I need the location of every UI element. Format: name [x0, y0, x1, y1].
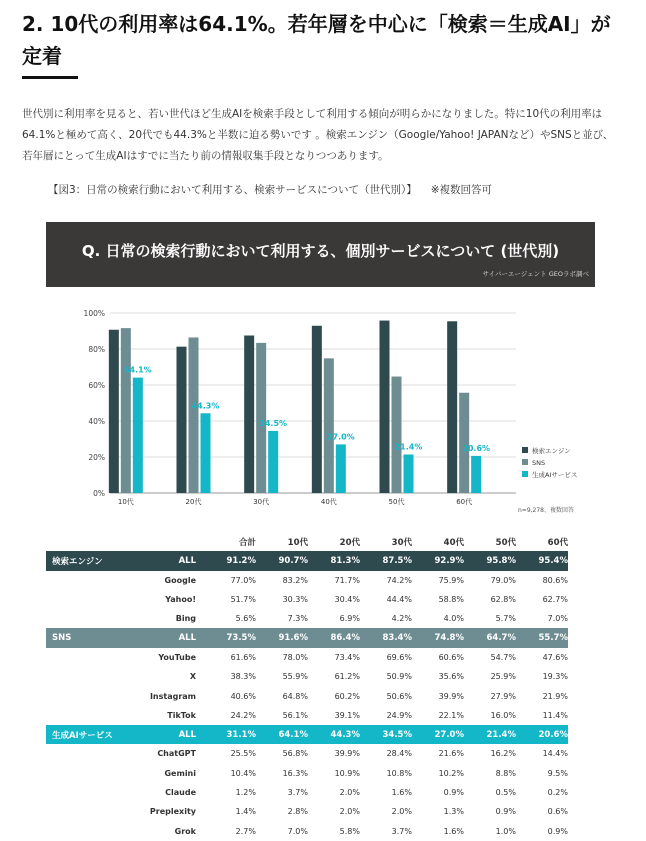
- x-tick-label: 60代: [456, 498, 473, 506]
- table-cell: 19.3%: [542, 672, 568, 682]
- table-cell: 24.9%: [386, 710, 412, 720]
- table-cell: 91.6%: [278, 633, 308, 644]
- y-tick-label: 80%: [88, 345, 105, 354]
- bar-1: [244, 336, 254, 494]
- table-cell: 1.2%: [235, 788, 256, 797]
- group-all-label: ALL: [178, 633, 196, 644]
- table-cell: 38.3%: [230, 672, 256, 682]
- figure-note: ※複数回答可: [430, 184, 493, 196]
- table-cell: 83.4%: [382, 633, 412, 644]
- x-tick-label: 30代: [253, 498, 270, 506]
- table-cell: 55.7%: [538, 633, 568, 644]
- table-cell: 6.9%: [339, 614, 360, 624]
- row-label: Claude: [165, 788, 196, 797]
- bar-3: [268, 431, 278, 493]
- table-cell: 0.5%: [495, 788, 516, 797]
- y-tick-label: 40%: [88, 417, 105, 426]
- table-cell: 74.2%: [386, 575, 412, 585]
- table-row: [88, 821, 568, 840]
- x-tick-label: 40代: [320, 498, 337, 506]
- table-cell: 44.3%: [330, 729, 360, 740]
- figure-caption: 【図3：日常の検索行動において利用する、検索サービスについて（世代別）】: [48, 184, 417, 196]
- table-cell: 61.2%: [334, 672, 360, 682]
- table-cell: 2.7%: [235, 826, 256, 836]
- table-header-row: [88, 532, 568, 551]
- table-cell: 1.6%: [391, 788, 412, 797]
- table-cell: 58.8%: [438, 595, 464, 605]
- row-label: X: [189, 672, 196, 682]
- table-cell: 77.0%: [230, 575, 256, 585]
- table-row: [88, 744, 568, 763]
- table-cell: 1.0%: [495, 826, 516, 836]
- column-header: 30代: [391, 537, 412, 548]
- banner-credit: サイバーエージェント GEOラボ調べ: [482, 270, 589, 278]
- table-cell: 21.4%: [486, 729, 516, 740]
- table-cell: 11.4%: [542, 710, 568, 720]
- table-cell: 5.7%: [495, 614, 516, 624]
- table-cell: 4.2%: [391, 614, 412, 624]
- row-label: Gemini: [164, 768, 196, 778]
- table-row: [88, 571, 568, 590]
- table-cell: 0.9%: [547, 826, 568, 836]
- table-cell: 2.0%: [391, 807, 412, 817]
- table-cell: 50.6%: [386, 691, 412, 701]
- table-cell: 0.9%: [443, 788, 464, 797]
- legend-label: 生成AIサービス: [532, 471, 578, 479]
- bar-data-label: 34.5%: [259, 418, 288, 428]
- table-cell: 16.0%: [490, 710, 516, 720]
- row-label: Google: [164, 575, 196, 585]
- table-cell: 44.4%: [386, 595, 412, 605]
- bar-1: [177, 347, 187, 493]
- table-cell: 1.3%: [443, 807, 464, 817]
- table-cell: 30.3%: [282, 595, 308, 605]
- heading-underline: [22, 76, 78, 79]
- table-row: [88, 764, 568, 783]
- bar-2: [459, 393, 469, 493]
- bar-3: [133, 378, 143, 493]
- row-label: Preplexity: [149, 807, 196, 817]
- bar-data-label: 64.1%: [123, 365, 152, 375]
- table-cell: 27.0%: [434, 729, 464, 740]
- table-cell: 0.9%: [495, 807, 516, 817]
- row-label: Bing: [175, 614, 196, 624]
- column-header: 20代: [339, 537, 360, 548]
- group-row: [46, 628, 568, 647]
- column-header: 10代: [287, 537, 308, 548]
- table-cell: 30.4%: [334, 595, 360, 605]
- article-heading: 2. 10代の利用率は64.1%。若年層を中心に「検索＝生成AI」が定着: [22, 12, 611, 68]
- table-cell: 50.9%: [386, 672, 412, 682]
- table-cell: 62.7%: [542, 595, 568, 605]
- table-cell: 21.6%: [438, 749, 464, 759]
- bar-2: [121, 328, 131, 493]
- table-cell: 31.1%: [226, 729, 256, 740]
- table-cell: 69.6%: [386, 652, 412, 662]
- bar-data-label: 44.3%: [191, 401, 220, 411]
- table-cell: 61.6%: [230, 652, 256, 662]
- table-cell: 1.4%: [235, 807, 256, 817]
- table-cell: 5.8%: [339, 826, 360, 836]
- y-tick-label: 60%: [88, 381, 105, 390]
- table-cell: 60.6%: [438, 652, 464, 662]
- table-cell: 62.8%: [490, 595, 516, 605]
- legend-label: SNS: [532, 459, 546, 467]
- bar-1: [447, 321, 457, 493]
- banner-title: Q. 日常の検索行動において利用する、個別サービスについて (世代別): [81, 242, 560, 260]
- table-cell: 47.6%: [542, 652, 568, 662]
- table-cell: 0.6%: [547, 807, 568, 817]
- table-cell: 91.2%: [226, 555, 256, 566]
- bar-data-label: 21.4%: [394, 442, 423, 452]
- table-cell: 54.7%: [490, 652, 516, 662]
- y-tick-label: 20%: [88, 453, 105, 462]
- table-row: [88, 590, 568, 609]
- table-cell: 4.0%: [443, 614, 464, 624]
- table-cell: 7.0%: [547, 614, 568, 624]
- table-cell: 40.6%: [230, 691, 256, 701]
- article-paragraph: 世代別に利用率を見ると、若い世代ほど生成AIを検索手段として利用する傾向が明らかになりました。特に10代の利用率は64.1%と極めて高く、20代でも44.3%と半数に迫る勢いです 。検索エンジン（Google/Yahoo! JAPANなど）やSNSと並び、若年層にとって生成AIはすでに当たり前の情報収集手段となりつつあります。: [22, 108, 614, 162]
- table-cell: 14.4%: [542, 749, 568, 759]
- group-all-label: ALL: [178, 729, 196, 740]
- table-cell: 64.1%: [278, 729, 308, 740]
- bar-data-label: 20.6%: [462, 443, 491, 453]
- table-cell: 22.1%: [438, 710, 464, 720]
- table-row: [88, 802, 568, 821]
- table-row: [88, 648, 568, 667]
- table-cell: 2.0%: [339, 807, 360, 817]
- table-cell: 95.4%: [538, 555, 568, 566]
- table-cell: 25.5%: [230, 749, 256, 759]
- bar-2: [189, 337, 199, 493]
- table-cell: 39.9%: [438, 691, 464, 701]
- bar-1: [380, 321, 390, 493]
- table-cell: 7.3%: [287, 614, 308, 624]
- table-cell: 10.2%: [438, 768, 464, 778]
- table-cell: 3.7%: [391, 826, 412, 836]
- legend-swatch: [522, 471, 528, 477]
- table-cell: 8.8%: [495, 768, 516, 778]
- x-tick-label: 20代: [185, 498, 202, 506]
- group-row: [46, 551, 568, 570]
- bar-2: [324, 358, 334, 493]
- table-row: [88, 667, 568, 686]
- group-row: [46, 725, 568, 744]
- table-cell: 95.8%: [486, 555, 516, 566]
- bar-2: [392, 377, 402, 493]
- table-cell: 1.6%: [443, 826, 464, 836]
- table-cell: 64.8%: [282, 691, 308, 701]
- y-tick-label: 100%: [83, 309, 105, 318]
- legend-swatch: [522, 447, 528, 453]
- table-cell: 79.0%: [490, 575, 516, 585]
- table-cell: 20.6%: [538, 729, 568, 740]
- table-cell: 39.1%: [334, 710, 360, 720]
- bar-1: [312, 326, 322, 493]
- table-cell: 71.7%: [334, 575, 360, 585]
- figure-caption-line: [48, 182, 492, 197]
- table-cell: 83.2%: [282, 575, 308, 585]
- legend-swatch: [522, 459, 528, 465]
- group-name: 生成AIサービス: [52, 730, 113, 741]
- table-cell: 60.2%: [334, 691, 360, 701]
- table-cell: 34.5%: [382, 729, 412, 740]
- y-tick-label: 0%: [93, 489, 105, 498]
- bar-3: [404, 454, 414, 493]
- table-cell: 3.7%: [287, 788, 308, 797]
- table-cell: 80.6%: [542, 575, 568, 585]
- column-header: 合計: [238, 537, 256, 548]
- table-cell: 73.5%: [226, 633, 256, 644]
- table-cell: 56.1%: [282, 710, 308, 720]
- table-cell: 2.0%: [339, 788, 360, 797]
- table-cell: 55.9%: [282, 672, 308, 682]
- table-cell: 9.5%: [547, 768, 568, 778]
- group-name: 検索エンジン: [52, 556, 103, 567]
- table-cell: 75.9%: [438, 575, 464, 585]
- group-all-label: ALL: [178, 555, 196, 566]
- row-label: Instagram: [149, 691, 196, 701]
- table-cell: 35.6%: [438, 672, 464, 682]
- table-row: [88, 706, 568, 725]
- column-header: 50代: [495, 537, 516, 548]
- column-header: 40代: [443, 537, 464, 548]
- row-label: TikTok: [167, 710, 196, 720]
- table-cell: 64.7%: [486, 633, 516, 644]
- table-cell: 5.6%: [235, 614, 256, 624]
- table-cell: 24.2%: [230, 710, 256, 720]
- group-name: SNS: [52, 633, 72, 644]
- table-row: [88, 686, 568, 705]
- table-cell: 28.4%: [386, 749, 412, 759]
- x-tick-label: 10代: [117, 498, 134, 506]
- table-cell: 73.4%: [334, 652, 360, 662]
- row-label: Yahoo!: [165, 595, 196, 605]
- table-cell: 27.9%: [490, 691, 516, 701]
- row-label: Grok: [174, 826, 196, 836]
- table-cell: 10.4%: [230, 768, 256, 778]
- legend-label: 検索エンジン: [532, 447, 571, 455]
- bar-data-label: 27.0%: [326, 432, 355, 442]
- table-cell: 10.9%: [334, 768, 360, 778]
- bar-1: [109, 330, 119, 493]
- table-cell: 74.8%: [434, 633, 464, 644]
- table-cell: 16.2%: [490, 749, 516, 759]
- bar-3: [336, 444, 346, 493]
- table-cell: 21.9%: [542, 691, 568, 701]
- row-label: YouTube: [158, 652, 196, 662]
- bar-chart: [46, 297, 595, 519]
- table-cell: 56.8%: [282, 749, 308, 759]
- bar-3: [201, 413, 211, 493]
- data-table: [52, 532, 568, 841]
- table-cell: 81.3%: [330, 555, 360, 566]
- row-label: ChatGPT: [157, 749, 196, 759]
- table-cell: 10.8%: [386, 768, 412, 778]
- table-cell: 39.9%: [334, 749, 360, 759]
- table-cell: 2.8%: [287, 807, 308, 817]
- table-cell: 78.0%: [282, 652, 308, 662]
- x-tick-label: 50代: [388, 498, 405, 506]
- table-cell: 51.7%: [230, 595, 256, 605]
- table-cell: 25.9%: [490, 672, 516, 682]
- table-cell: 90.7%: [278, 555, 308, 566]
- table-row: [88, 609, 568, 628]
- table-row: [88, 783, 568, 802]
- table-cell: 0.2%: [547, 788, 568, 797]
- sample-note: n=9,278、複数回答: [517, 507, 574, 514]
- table-cell: 16.3%: [282, 768, 308, 778]
- table-cell: 87.5%: [382, 555, 412, 566]
- table-cell: 7.0%: [287, 826, 308, 836]
- figure-banner: [46, 222, 595, 287]
- table-cell: 86.4%: [330, 633, 360, 644]
- table-cell: 92.9%: [434, 555, 464, 566]
- bar-3: [471, 456, 481, 493]
- column-header: 60代: [547, 537, 568, 548]
